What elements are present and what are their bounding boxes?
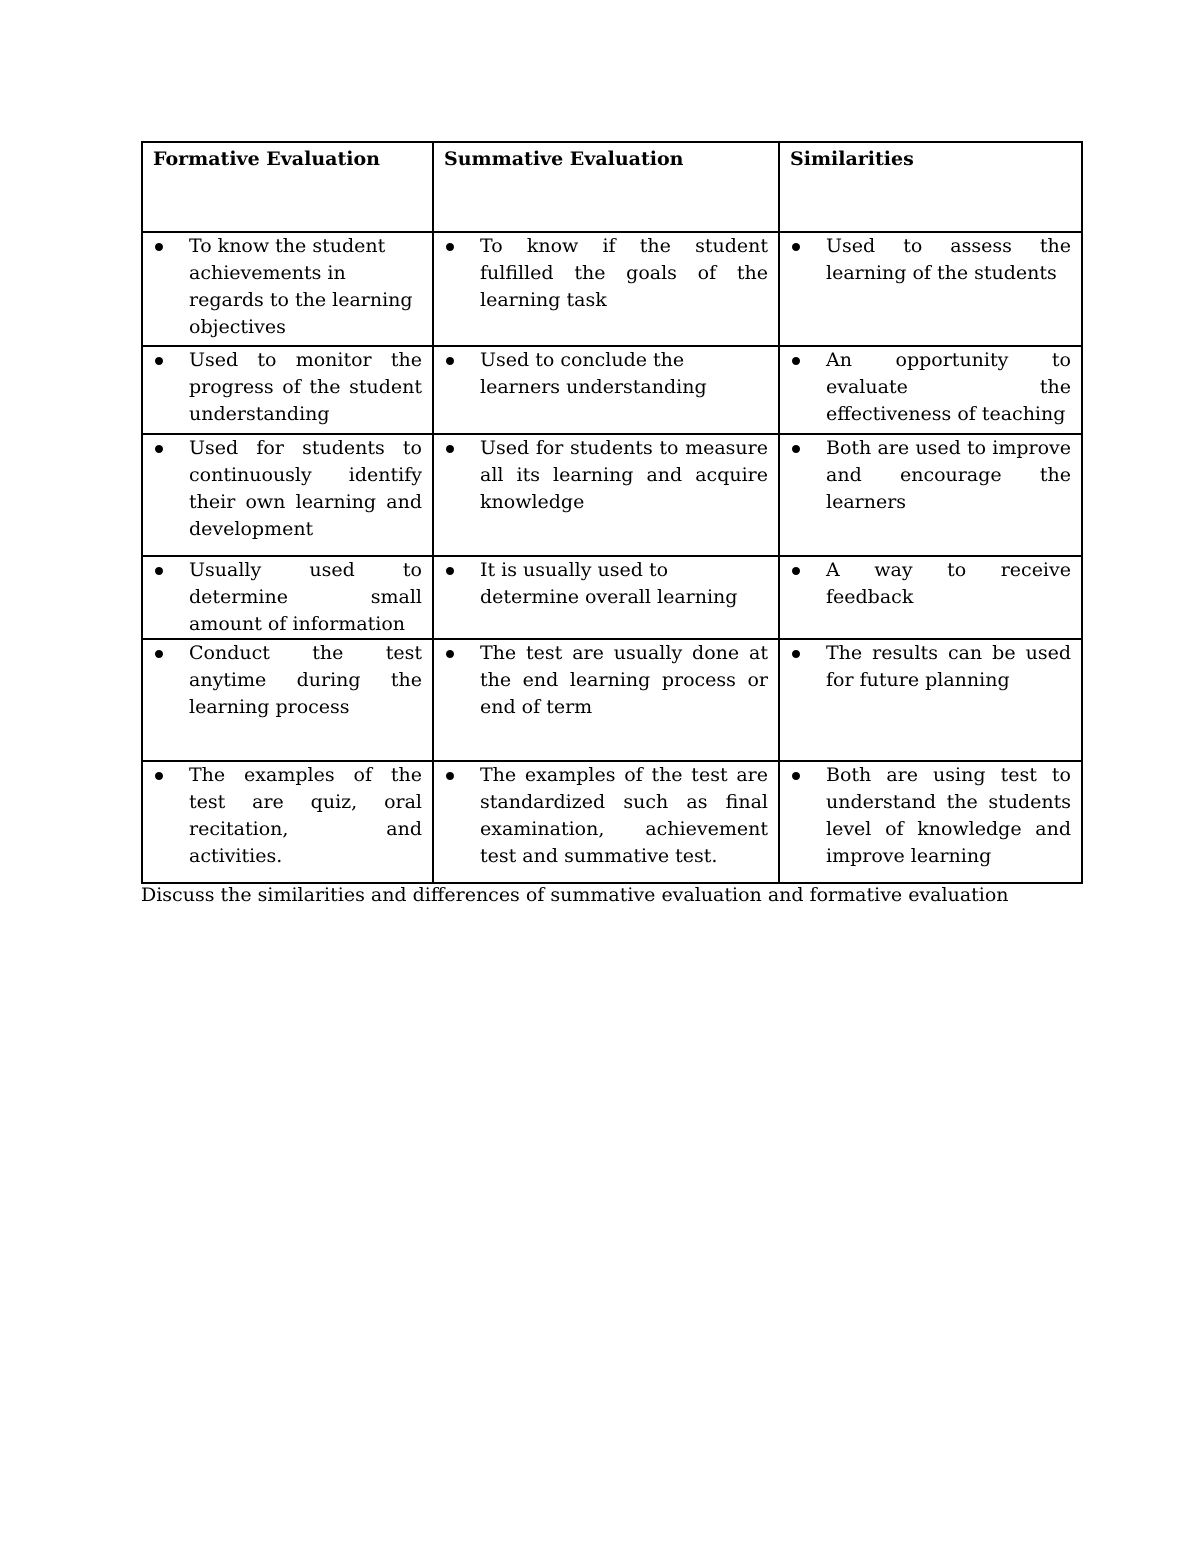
bullet-icon (153, 762, 189, 789)
bullet-icon (444, 233, 480, 260)
table-row (142, 761, 1082, 883)
list-item (143, 762, 432, 870)
cell-text: Used to monitor the progress of the student understanding (189, 349, 422, 425)
cell-text: Both are using test to understand the students level of knowledge and improve learning (826, 764, 1071, 867)
list-item (143, 435, 432, 543)
list-item (143, 557, 432, 638)
bullet-icon (153, 640, 189, 667)
table-header-row (142, 142, 1082, 232)
document-caption: Discuss the similarities and differences of summative evaluation and formative evaluation (141, 884, 1009, 906)
cell-text: Used to assess the learning of the students (826, 235, 1071, 284)
table-row (142, 434, 1082, 556)
list-item (780, 435, 1081, 516)
summative-cell (433, 639, 779, 761)
header-formative: Formative Evaluation (142, 142, 433, 232)
cell-text: The examples of the test are quiz, oral recitation, and activities. (189, 764, 422, 867)
list-item (143, 233, 432, 341)
bullet-icon (444, 557, 480, 584)
table-row (142, 556, 1082, 639)
cell-text: A way to receive feedback (826, 559, 1071, 608)
list-item (434, 640, 778, 721)
bullet-icon (790, 435, 826, 462)
cell-text: The examples of the test are standardized such as final examination, achievement test and summative test. (480, 764, 768, 867)
list-item (780, 557, 1081, 611)
bullet-icon (444, 347, 480, 374)
table-row (142, 232, 1082, 346)
cell-text: The results can be used for future planning (826, 642, 1071, 691)
similarities-cell (779, 639, 1082, 761)
list-item (143, 640, 432, 721)
summative-cell (433, 761, 779, 883)
formative-cell (142, 434, 433, 556)
bullet-icon (790, 640, 826, 667)
bullet-icon (790, 557, 826, 584)
list-item (780, 347, 1081, 428)
cell-text: To know the student achievements in regards to the learning objectives (189, 235, 413, 338)
list-item (780, 233, 1081, 287)
cell-text: Both are used to improve and encourage the learners (826, 437, 1071, 513)
list-item (780, 640, 1081, 694)
bullet-icon (444, 762, 480, 789)
formative-cell (142, 556, 433, 639)
similarities-cell (779, 346, 1082, 434)
header-summative: Summative Evaluation (433, 142, 779, 232)
cell-text: Conduct the test anytime during the learning process (189, 642, 422, 718)
list-item (434, 762, 778, 870)
bullet-icon (153, 347, 189, 374)
summative-cell (433, 434, 779, 556)
summative-cell (433, 556, 779, 639)
cell-text: An opportunity to evaluate the effectiveness of teaching (826, 349, 1071, 425)
formative-cell (142, 761, 433, 883)
bullet-icon (790, 233, 826, 260)
formative-cell (142, 639, 433, 761)
table-row (142, 639, 1082, 761)
list-item (780, 762, 1081, 870)
bullet-icon (153, 435, 189, 462)
list-item (434, 557, 778, 611)
bullet-icon (153, 557, 189, 584)
summative-cell (433, 232, 779, 346)
cell-text: Used for students to continuously identify their own learning and development (189, 437, 422, 540)
similarities-cell (779, 556, 1082, 639)
cell-text: Used for students to measure all its learning and acquire knowledge (480, 437, 768, 513)
cell-text: It is usually used to determine overall learning (480, 559, 738, 608)
bullet-icon (153, 233, 189, 260)
summative-cell (433, 346, 779, 434)
bullet-icon (790, 347, 826, 374)
evaluation-comparison-table (141, 141, 1083, 884)
cell-text: Usually used to determine small amount of information (189, 559, 422, 635)
list-item (434, 435, 778, 516)
bullet-icon (444, 640, 480, 667)
cell-text: The test are usually done at the end learning process or end of term (480, 642, 768, 718)
bullet-icon (444, 435, 480, 462)
similarities-cell (779, 434, 1082, 556)
list-item (143, 347, 432, 428)
bullet-icon (790, 762, 826, 789)
cell-text: To know if the student fulfilled the goals of the learning task (480, 235, 768, 311)
list-item (434, 233, 778, 314)
table-row (142, 346, 1082, 434)
formative-cell (142, 232, 433, 346)
cell-text: Used to conclude the learners understanding (480, 349, 707, 398)
header-similarities: Similarities (779, 142, 1082, 232)
similarities-cell (779, 232, 1082, 346)
formative-cell (142, 346, 433, 434)
list-item (434, 347, 778, 401)
similarities-cell (779, 761, 1082, 883)
